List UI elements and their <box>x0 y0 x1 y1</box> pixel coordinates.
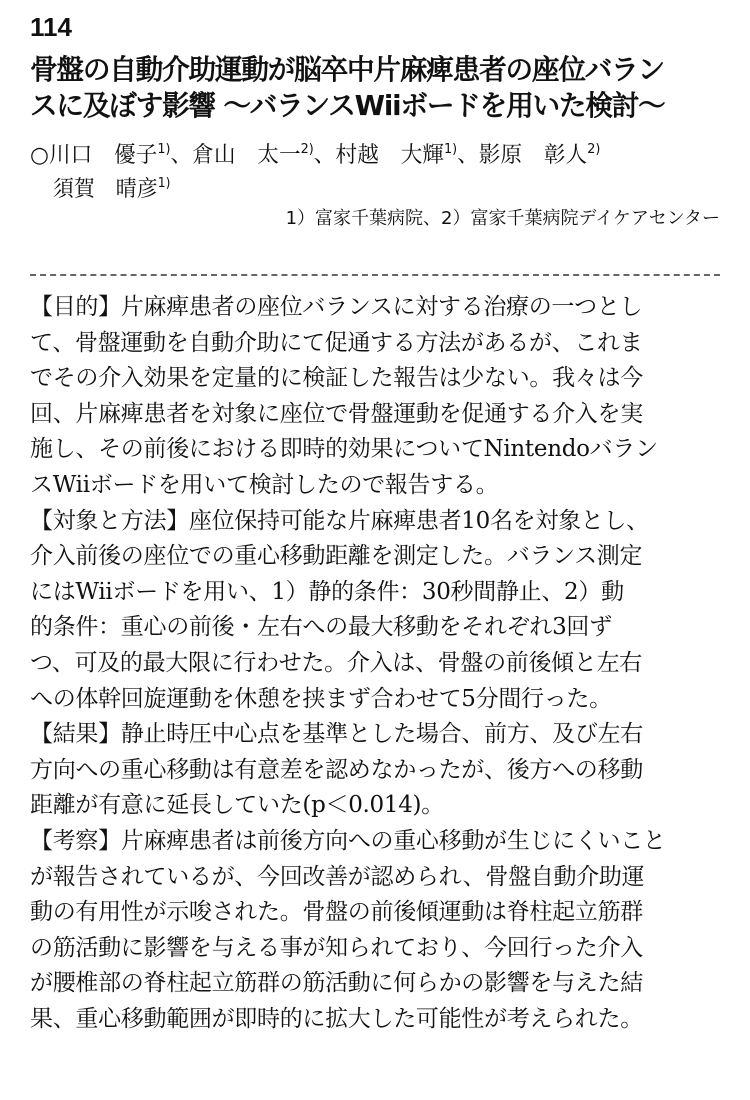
body-text: が報告されているが、今回改善が認められ、骨盤自動介助運 <box>30 863 645 890</box>
body-text: 座位保持可能な片麻痺患者10名を対象とし、 <box>188 507 649 534</box>
body-text: が腰椎部の脊柱起立筋群の筋活動に何らかの影響を与えた結 <box>30 970 643 997</box>
author-separator: 、 <box>457 143 479 168</box>
body-text: て、骨盤運動を自動介助にて促通する方法があるが、これま <box>30 329 643 356</box>
author-line <box>30 170 697 204</box>
body-line <box>30 717 730 753</box>
body-line <box>30 788 730 824</box>
author-separator: 、 <box>313 143 336 168</box>
section-heading: 【対象と方法】 <box>30 507 189 534</box>
author-affiliation-mark: 1) <box>157 176 171 191</box>
body-text: 介入前後の座位での重心移動距離を測定した。バランス測定 <box>30 543 643 570</box>
affiliations: 1）富家千葉病院、2）富家千葉病院デイケアセンター <box>285 208 720 229</box>
body-text: にはWiiボードを用い、1）静的条件：30秒間静止、2）動 <box>30 578 624 605</box>
author-line <box>30 136 720 170</box>
author-affiliation-mark: 1) <box>157 142 171 157</box>
author-affiliation-mark: 2) <box>587 142 601 157</box>
title-line: スに及ぼす影響 ～バランスWiiボードを用いた検討～ <box>30 89 665 122</box>
author-affiliation-mark: 1) <box>443 142 458 157</box>
body-line <box>30 361 730 397</box>
body-text: つ、可及的最大限に行わせた。介入は、骨盤の前後傾と左右 <box>30 649 642 676</box>
body-line <box>30 646 730 682</box>
author-name: 須賀 晴彦 <box>52 177 158 202</box>
body-line <box>30 504 730 540</box>
author-affiliation-mark: 2) <box>300 142 314 157</box>
body-text: 回、片麻痺患者を対象に座位で骨盤運動を促通する介入を実 <box>30 400 643 427</box>
body-text: 静止時圧中心点を基準とした場合、前方、及び左右 <box>120 721 643 748</box>
body-line <box>30 931 730 967</box>
section-heading: 【目的】 <box>30 294 121 320</box>
body-line <box>30 290 730 326</box>
body-text: 距離が有意に延長していた(p＜0.014)。 <box>30 792 444 819</box>
body-line <box>30 824 730 860</box>
body-line <box>30 468 730 504</box>
section-heading: 【結果】 <box>30 721 121 748</box>
abstract-title <box>30 52 730 124</box>
abstract-body <box>30 290 730 1037</box>
author-name: 村越 大輝 <box>335 143 444 168</box>
body-text: 的条件：重心の前後・左右への最大移動をそれぞれ3回ず <box>30 614 612 641</box>
body-line <box>30 432 730 468</box>
body-text: の筋活動に影響を与える事が知られており、今回行った介入 <box>30 934 643 961</box>
body-line <box>30 575 730 611</box>
author-name: 倉山 太一 <box>192 143 301 168</box>
section-heading: 【考察】 <box>30 827 121 854</box>
body-text: 果、重心移動範囲が即時的に拡大した可能性が考えられた。 <box>30 1005 643 1032</box>
author-separator: 、 <box>170 143 193 168</box>
section-divider <box>30 274 720 276</box>
body-text: への体幹回旋運動を休憩を挟まず合わせて5分間行った。 <box>30 685 612 712</box>
title-line: 骨盤の自動介助運動が脳卒中片麻痺患者の座位バラン <box>30 53 665 86</box>
body-text: 片麻痺患者の座位バランスに対する治療の一つとし <box>120 294 643 320</box>
body-text: 方向への重心移動は有意差を認めなかったが、後方への移動 <box>30 756 643 783</box>
body-text: でその介入効果を定量的に検証した報告は少ない。我々は今 <box>30 365 643 392</box>
body-line <box>30 326 730 362</box>
author-name: 影原 彰人 <box>478 143 588 168</box>
body-line <box>30 860 730 896</box>
body-text: 動の有用性が示唆された。骨盤の前後傾運動は脊柱起立筋群 <box>30 899 643 926</box>
author-name: ○川口 優子 <box>30 143 158 168</box>
body-text: スWiiボードを用いて検討したので報告する。 <box>30 471 499 498</box>
author-list <box>30 136 730 204</box>
body-line <box>30 539 730 575</box>
body-line <box>30 895 730 931</box>
body-text: 片麻痺患者は前後方向への重心移動が生じにくいこと <box>120 827 666 854</box>
body-line <box>30 610 730 646</box>
body-line <box>30 966 730 1002</box>
body-line <box>30 753 730 789</box>
body-line <box>30 397 730 433</box>
abstract-number: 114 <box>30 12 72 42</box>
body-line <box>30 1002 730 1038</box>
body-line <box>30 682 730 718</box>
body-text: 施し、その前後における即時的効果についてNintendoバラン <box>30 436 658 463</box>
